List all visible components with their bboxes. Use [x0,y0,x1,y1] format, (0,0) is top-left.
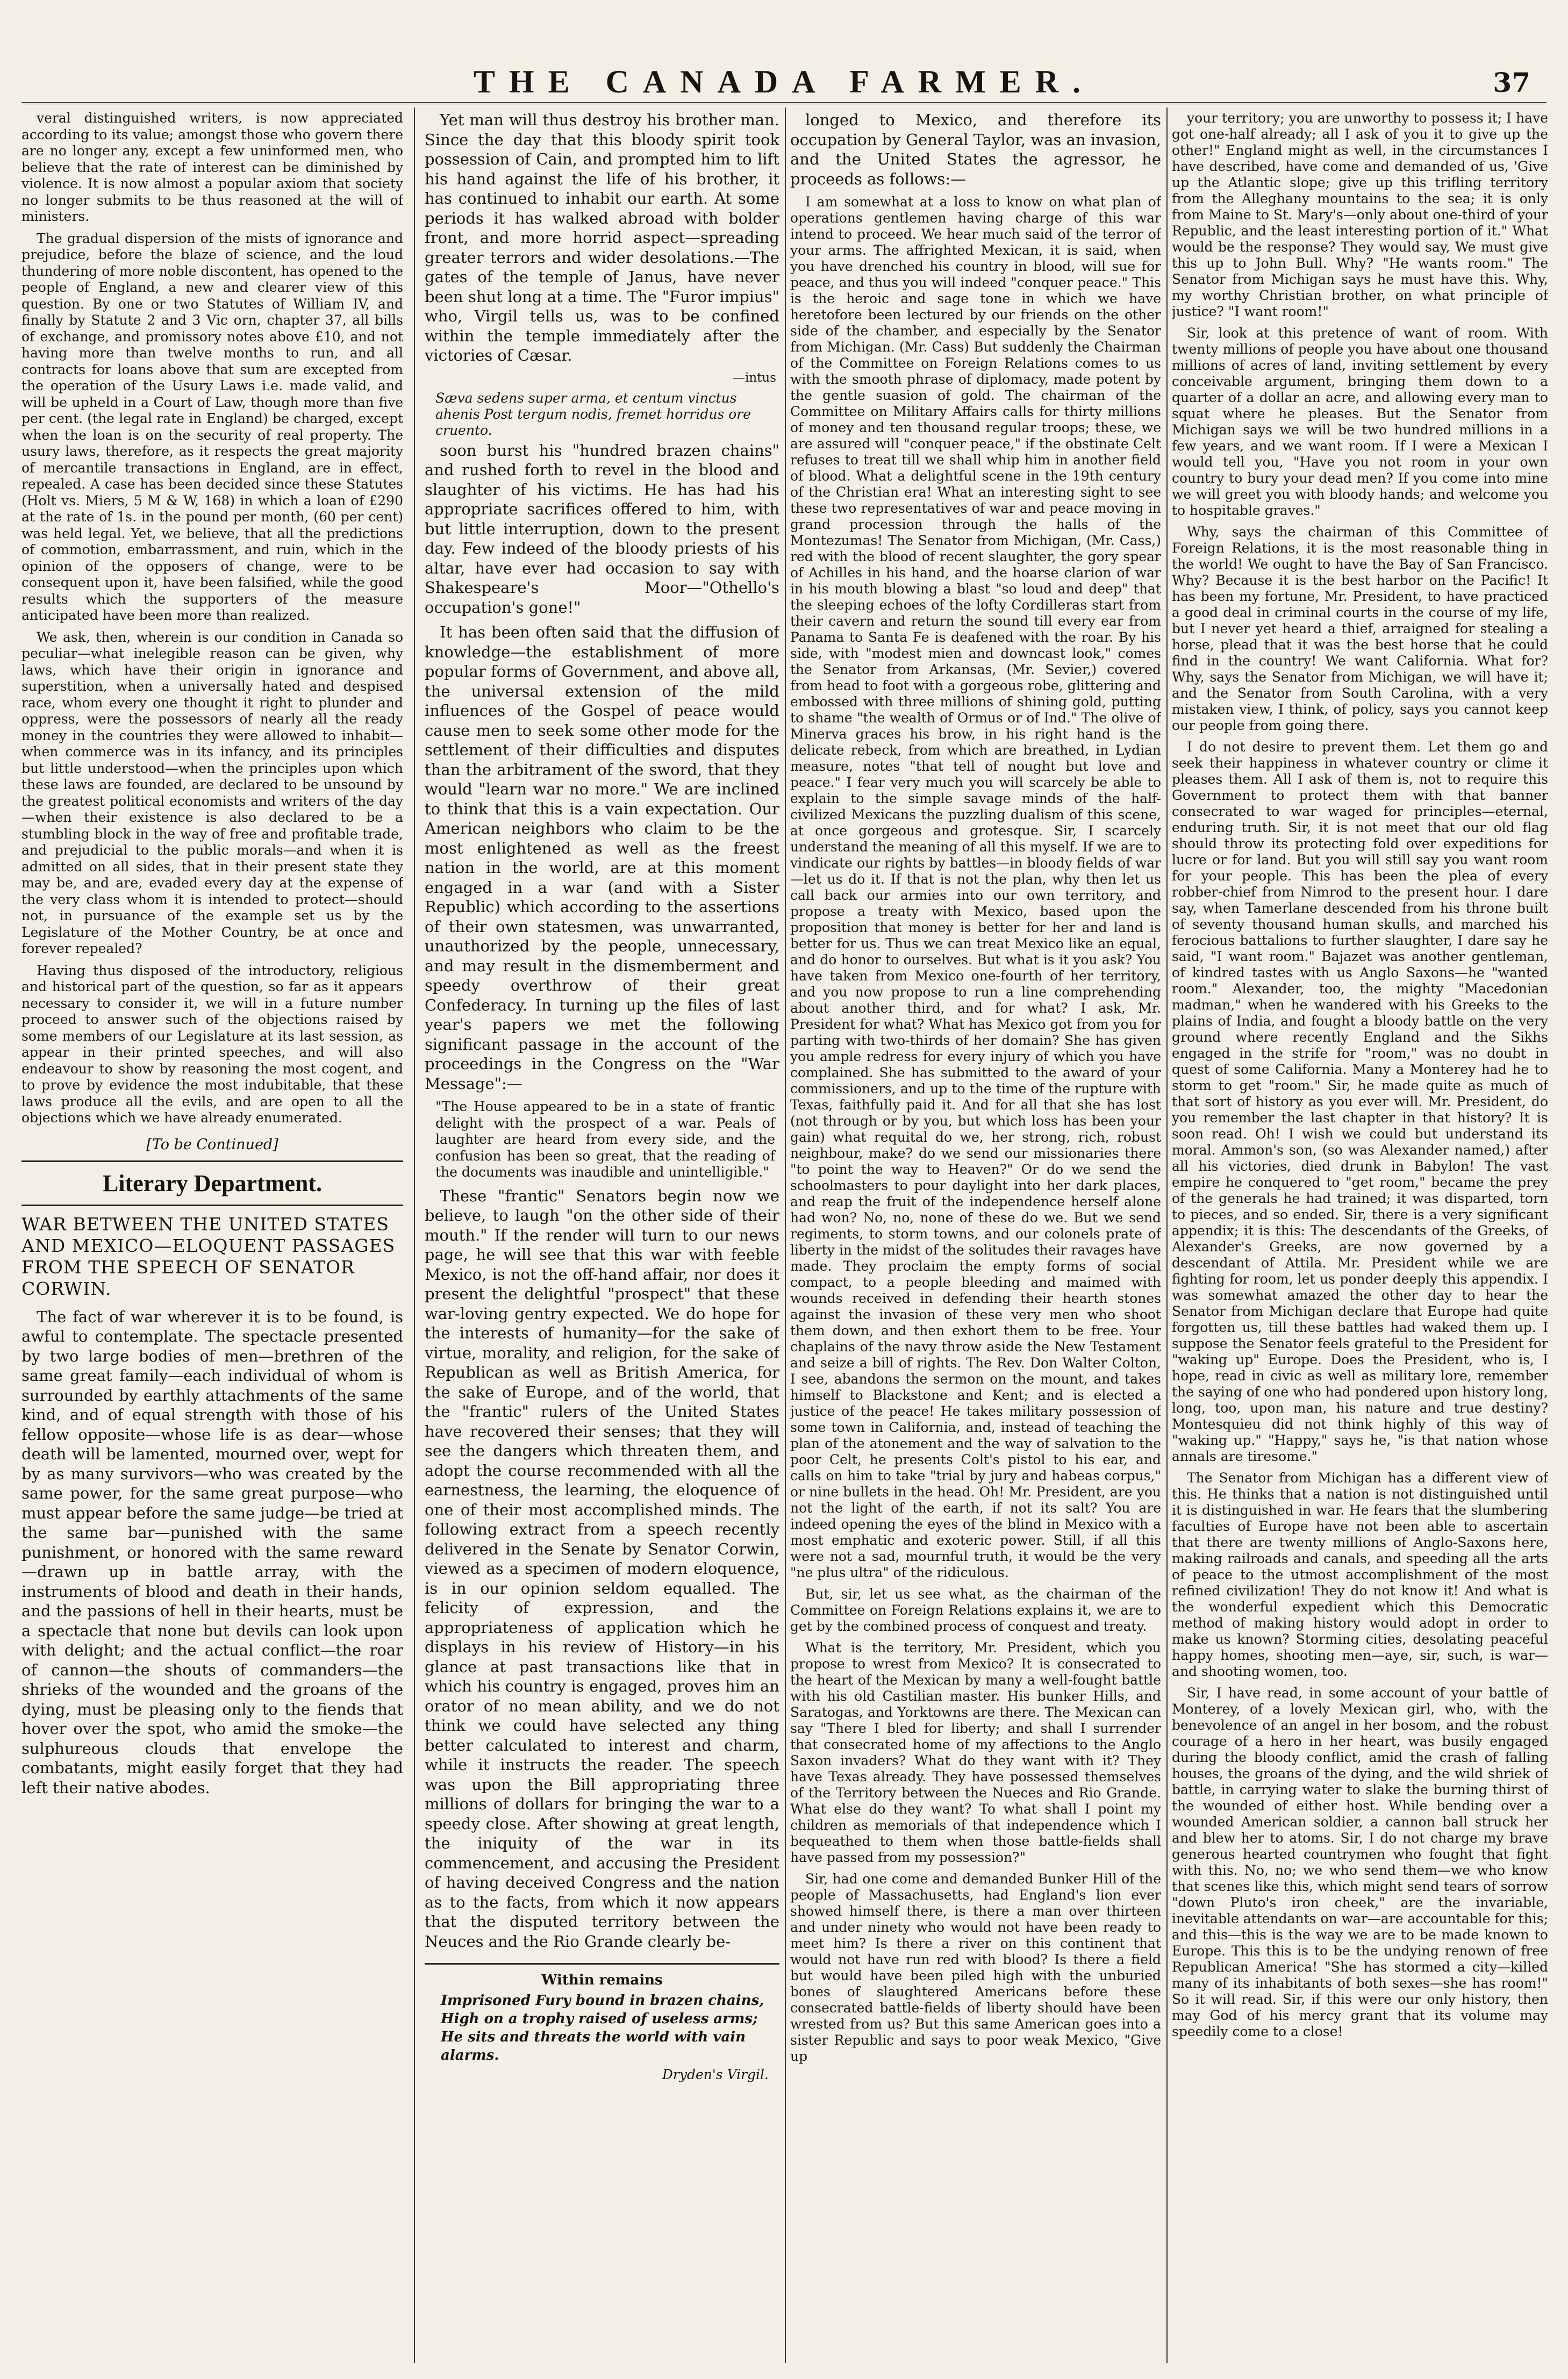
paragraph: We ask, then, wherein is our condition in Canada so peculiar—what inelegible reason can be given, why laws, which have their origin in ignorance and superstition, when a universally hated and despised race, whom every one thought it right to plunder and oppress, were the possessors of nearly all the ready money in the countries they were allowed to inhabit—when commerce was in its infancy, and its principles but little understood—when the principles upon which these laws are founded, are declared to be unsound by the greatest political economists and writers of the day—when their existence is also declared to be a stumbling block in the way of free and profitable trade, and prejudicial to the public morals—and when it is admitted on all sides, that in their present state they may be, and are, evaded every day at the expense of the very class whom it is intended to protect—should not, in pursuance of the example set us by the Legislature of the Mother Country, be at once and forever repealed? [22,629,403,956]
column-4 [1172,110,1548,2363]
page-header [22,63,1546,106]
paragraph: But, sir, let us see what, as the chairman of the Committee on Foreign Relations explains it, we are to get by the combined process of conquest and treaty. [790,1586,1161,1634]
column-divider [785,108,786,2363]
newspaper-title: THE CANADA FARMER. [473,64,1095,99]
speech-extract-continued [1172,110,1548,2040]
paragraph: I do not desire to prevent them. Let them go and seek their happiness in whatever country or clime it pleases them. All I ask of them is, not to require this Government to protect them with that banner consecrated to war waged for principles—eternal, enduring truth. Sir, it is not meet that our old flag should throw its protecting fold over expeditions for lucre or for land. But you will still say you want room for your people. This has been the plea of every robber-chief from Nimrod to the present hour. I dare say, when Tamerlane descended from his throne built of seventy thousand human skulls, and marched his ferocious battalions to further slaughter, I dare say he said, "I want room." Bajazet was another gentleman, of kindred tastes with us Anglo Saxons—he "wanted room." Alexander, too, the mighty "Macedonian madman," when he wandered with his Greeks to the plains of India, and fought a bloody battle on the very ground where recently England and the Sikhs engaged in the strife for "room," was no doubt in quest of some California. Many a Monterey had he to storm to get "room." Sir, he made quite as much of that sort of history as you ever will. Mr. President, do you remember the last chapter in that history? It is soon read. Oh! I wish we could but understand its moral. Ammon's son, (so was Alexander named,) after all his victories, died drunk in Babylon! The vast empire he conquered to "get room," became the prey of the generals he had trained; it was disparted, torn to pieces, and so ended. Sir, there is a very significant appendix; it is this: The descendants of the Greeks, of Alexander's Greeks, are now governed by a descendant of Attila. Mr. President while we are fighting for room, let us ponder deeply this appendix. I was somewhat amazed the other day to hear the Senator from Michigan declare that Europe had quite forgotten us, till these battles had waked them up. I suppose the Senator feels grateful to the President for "waking up" Europe. Does the President, who is, I hope, read in civic as well as military lore, remember the saying of one who had pondered upon history long, long, too, upon man, his nature and true destiny? Montesquieu did not think highly of this way of "waking up." "Happy," says he, "is that nation whose annals are tiresome." [1172,739,1548,1464]
page-number: 37 [1493,67,1530,98]
paragraph: These "frantic" Senators begin now we believe, to laugh "on the other side of their mouth." If the render will turn to our news page, he will see that this war with feeble Mexico, is not the off-hand affair, nor does it present the delightful "prospect" that these war-loving gentry expected. We do hope for the interests of humanity—for the sake of virtue, morality, and religion, for the sake of Republican as well as British America, for the sake of Europe, and of the world, that the "frantic" rulers of the United States have recovered their senses; that they will see the dangers which threaten them, and adopt the course recommended with all the earnestness, the learning, the eloquence of one of their most accomplished minds. The following extract from a speech recently delivered in the Senate by Senator Corwin, viewed as a specimen of modern eloquence, is in our opinion seldom equalled. The felicity of expression, and the appropriateness of application which he displays in his review of History—in his glance at past transactions like that in which his country is engaged, proves him an orator of no mean ability, and we do not think we could have selected any thing better calculated to interest and charm, while it instructs the reader. The speech was upon the Bill appropriating three millions of dollars for bringing the war to a speedy close. After showing at great length, the iniquity of the war in its commencement, and accusing the President of having deceived Congress and the nation as to the facts, from which it now appears that the disputed territory between the Neuces and the Rio Grande clearly be- [425,1186,779,1951]
column-3 [790,110,1161,2363]
paragraph: What is the territory, Mr. President, which you propose to wrest from Mexico? It is consecrated to the heart of the Mexican by many a well-fought battle with his old Castilian master. His bunker Hills, and Saratogas, and Yorktowns are there. The Mexican can say "There I bled for liberty; and shall I surrender that consecrated home of my affections to the Anglo Saxon invaders? What do they want with it? They have Texas already. They have possessed themselves of the Territory between the Nueces and Rio Grande. What else do they want? To what shall I point my children as memorials of that independence which I bequeathed to them when those battle-fields shall have passed from my possession?" [790,1640,1161,1865]
paragraph: Yet man will thus destroy his brother man. Since the day that this bloody spirit took possession of Cain, and prompted him to lift his hand against the life of his brother, it has continued to inhabit our earth. At some periods it has walked abroad with bolder front, and more horrid aspect—spreading greater terrors and wider desolations.—The gates of the temple of Janus, have never been shut long at a time. The "Furor impius" who, Virgil tells us, was to be confined within the temple immediately after the victories of Cæsar. [425,111,779,364]
usury-article-continuation [22,110,403,1127]
article-headline: WAR BETWEEN THE UNITED STATES AND MEXICO—ELOQUENT PASSAGES FROM THE SPEECH OF SENATOR CORWIN. [22,1213,396,1299]
section-rule [22,1160,403,1162]
poem-line: High on a trophy raised of useless arms; [441,2011,758,2027]
article-body [22,1307,403,1798]
poem-attribution: Dryden's Virgil. [662,2067,769,2082]
poem-line: Imprisoned Fury bound in brazen chains, [441,1993,764,2009]
latin-lead: —intus [732,370,776,385]
section-rule [22,1205,403,1206]
latin-quotation: Sæva sedens super arma, et centum vinctus ahenis Post tergum nodis, fremet horridus ore cruento. [435,390,751,438]
paragraph: I am somewhat at a loss to know on what plan of operations gentlemen having charge of this war intend to proceed. We hear much said of the terror of your arms. The affrighted Mexican, it is said, when you have drenched his country in blood, will sue for peace, and thus you will indeed "conquer peace." This is the heroic and sage tone in which we have heretofore been lectured by our friends on the other side of the chamber, and especially by the Senator from Michigan. (Mr. Cass) But suddenly the Chairman of the Committee on Foreign Relations comes to us with the smooth phrase of diplomacy, made potent by the gentle suasion of gold. The chairman of the Committee on Military Affairs calls for thirty millions of money and ten thousand regular troops; these, we are assured will "conquer peace," if the obstinate Celt refuses to treat till we shall whip him in another field of blood. What a delightful scene in the 19th century of the Christian era! What an interesting sight to see these two representatives of war and peace moving in grand procession through the halls of the Montezumas! The Senator from Michigan, (Mr. Cass,) red with the blood of recent slaughter, the gory spear of Achilles in his hand, and the hoarse clarion of war in his mouth blowing a blast "so loud and deep" that the sleeping echoes of the lofty Cordilleras start from their cavern and return the sound till every ear from Panama to Santa Fe is deafened with the roar. By his side, with "modest mien and downcast look," comes the Senator from Arkansas, (Mr. Sevier,) covered from head to foot with a gorgeous robe, glittering and embossed with three millions of shining gold, putting to shame "the wealth of Ormus or of Ind." The olive of Minerva graces his brow, in his right hand is the delicate rebeck, from which are breathed, in Lydian measure, notes "that tell of nought but love and peace." I fear very much you will scarcely be able to explain to the simple savage minds of the half-civilized Mexicans the puzzling dualism of this scene, at once gorgeous and grotesque. Sir, I scarcely understand the meaning of all this myself. If we are to vindicate our rights by battles—in bloody fields of war—let us do it. If that is not the plan, why then let us call back our armies into our own territory, and propose a treaty with Mexico, based upon the proposition that money is better for her and land is better for us. Thus we can treat Mexico like an equal, and do honor to ourselves. But what is it you ask? You have taken from Mexico one-fourth of her territory, and you now propose to run a line comprehending about another third, and for what? I ask, Mr. President for what? What has Mexico got from you for parting with two-thirds of her domain? She has given you ample redress for every injury of which you have complained. She has submitted to the award of your commissioners, and up to the time of the rupture with Texas, faithfully paid it. And for all that she has lost (not through or by you, but which loss has been your gain) what requital do we, her strong, rich, robust neighbour, make? do we send our missionaries there "to point the way to Heaven?" Or do we send the schoolmasters to pour daylight into her dark places, and reap the fruit of the independence herself alone had won? No, no, none of these do we. But we send regiments, to storm towns, and our colonels prate of liberty in the midst of the solitudes their ravages have made. They proclaim the empty forms of social compact, to a people bleeding and maimed with wounds received in defending their hearth stones against the invasion of these very men who shoot them down, and then exhort them to be free. Your chaplains of the navy throw aside the New Testament and seize a bill of rights. The Rev. Don Walter Colton, I see, abandons the sermon on the mount, and takes himself to Blackstone and Kent; and is elected a justice of the peace! He takes military possession of some town in California, and, instead of teaching the plan of the atonement and the way of salvation to the poor Celt, he presents Colt's pistol to his ear, and calls on him to take "trial by jury and habeas corpus," or nine bullets in the head. Oh! Mr. President, are you not the light of the earth, if not its salt? You are indeed opening the eyes of the blind in Mexico with a most emphatic and exoteric power. Still, if all this were not a sad, mournful truth, it would be the very "ne plus ultra" of the ridiculous. [790,194,1161,1580]
paragraph: Sir, look at this pretence of want of room. With twenty millions of people you have about one thousand millions of acres of land, inviting settlement by every conceivable argument, bringing them down to a quarter of a dollar an acre, and allowing every man to squat where he pleases. But the Senator from Michigan says we will be two hundred millions in a few years, and we want room. If I were a Mexican I would tell you, "Have you not room in your own country to bury your dead men? If you come into mine we will greet you with bloody hands; and welcome you to hospitable graves." [1172,325,1548,518]
footnote-poem [425,1963,779,2082]
to-be-continued: [To be Continued] [146,1136,278,1153]
poem-heading: Within remains [541,1972,663,1988]
poem-line: He sits and threats the world with vain alarms. [441,2029,746,2063]
column-divider [1166,108,1168,2363]
block-quotation: "The House appeared to be in a state of frantic delight with the prospect of a war. Peals of laughter are heard from every side, and the confusion has been so great, that the reading of the documents was inaudible and unintelligible." [435,1099,775,1180]
paragraph: longed to Mexico, and therefore its occupation by General Taylor, was an invasion, and the United States the agressor, he proceeds as follows:— [790,111,1161,188]
paragraph: The fact of war wherever it is to be found, is awful to contemplate. The spectacle presented by two large bodies of men—brethren of the same great family—each individual of whom is surrounded by earthly attachments of the same kind, and of equal strength with those of his fellow opposite—whose life is as dear—whose death will be lamented, mourned over, wept for by as many survivors—who was created by the same power, for the same great purpose—who must appear before the same judge—be tried at the same bar—punished with the same punishment, or honored with the same reward—drawn up in battle array, with the instruments of blood and death in their hands, and the passions of hell in their hearts, must be a spectacle that none but devils can look upon with delight; and the actual conflict—the roar of cannon—the shouts of commanders—the shrieks of the wounded and the groans of the dying, must be pleasing only to the fiends that hover over the spot, who amid the smoke—the sulphureous clouds that envelope the combatants, might easily forget that they had left their native abodes. [22,1307,403,1797]
speech-extract [790,194,1161,2065]
paragraph: Why, says the chairman of this Committee of Foreign Relations, it is the most reasonable thing in the world! We ought to have the Bay of San Francisco. Why? Because it is the best harbor on the Pacific! It has been my fortune, Mr. President, to have practiced a good deal in criminal courts in the course of my life, but I never yet heard a thief, arraigned for stealing a horse, plead that it was the best horse that he could find in the country! We want California. What for? Why, says the Senator from Michigan, we will have it; and the Senator from South Carolina, with a very mistaken view, I think, of policy, says you cannot keep our people from going there. [1172,524,1548,733]
column-divider [414,108,415,2363]
department-title: Literary Department. [102,1170,323,1196]
paragraph: The Senator from Michigan has a different view of this. He thinks that a nation is not distinguished until it is distinguished in war. He fears that the slumbering faculties of Europe have not been able to ascertain that there are twenty millions of Anglo-Saxons here, making railroads and canals, and speeding all the arts of peace to the utmost accomplishment of the most refined civilization! They do not know it! And what is the wonderful expedient which this Democratic method of making history would adopt in order to make us known? Storming cities, desolating peaceful happy homes, shooting men—aye, sir, such, is war—and shooting women, too. [1172,1470,1548,1679]
paragraph: soon burst his "hundred brazen chains" and rushed forth to revel in the blood and slaughter of his victims. He has had his appropriate sacrifices offered to him, with but little interruption, down to the present day. Few indeed of the bloody priests of his altar, have ever had occasion to say with Shakespeare's Moor—"Othello's occupation's gone!" [425,441,779,617]
paragraph: veral distinguished writers, is now appreciated according to its value; amongst those who govern there are no longer any, except a few uninformed men, who believe that the rate of interest can be diminished by violence. It is now almost a popular axiom that society no longer submits to be thus reasoned at the will of ministers. [22,110,403,224]
column-2 [425,110,779,2363]
paragraph: your territory; you are unworthy to possess it; I have got one-half already; all I ask of you it to give up the other!" England might as well, in the circumstances I have described, have come and demanded of us, 'Give up the Atlantic slope; give up this trifling territory from the Alleghany mountains to the sea; it is only from Maine to St. Mary's—only about one-third of your Republic, and the least interesting portion of it." What would be the response? They would say, We must give this up to John Bull. Why? "He wants room." The Senator from Michigan says he must have this. Why, my worthy Christian brother, on what principle of justice? "I want room!" [1172,110,1548,319]
paragraph: Having thus disposed of the introductory, religious and historical part of the question, so far as it appears necessary to consider it, we will in a future number proceed to answer such of the objections raised by some members of our Legislature at its last session, as appear in their printed speeches, and will also endeavour to show by reasoning the most cogent, and to prove by evidence the most indubitable, that these laws produce all the evils, and are open to all the objections which we have already enumerated. [22,962,403,1126]
header-rule [22,102,1546,104]
paragraph: Sir, I have read, in some account of your battle of Monterey, of a lovely Mexican girl, who, with the benevolence of an angel in her bosom, and the robust courage of a hero in her heart, was busily engaged during the bloody conflict, amid the crash of falling houses, the groans of the dying, and the wild shriek of battle, in carrying water to slake the burning thirst of the wounded of either host. While bending over a wounded American soldier, a cannon ball struck her and blew her to atoms. Sir, I do not charge my brave generous hearted countrymen who fought that fight with this. No, no; we who send them—we who know that scenes like this, which might send tears of sorrow "down Pluto's iron cheek," are the invariable, inevitable attendants on war—are accountable for this; and this—this is the way we are to be made known to Europe. This this is to be the undying renown of free Republican America! "She has stormed a city—killed many of its inhabitants of both sexes—she has room!" So it will read. Sir, if this were our only history, then may God of his mercy grant that its volume may speedily come to a close! [1172,1685,1548,2039]
paragraph: It has been often said that the diffusion of knowledge—the establishment of more popular forms of Government, and above all, the universal extension of the mild influences of the Gospel of peace would cause men to seek some other mode for the settlement of their difficulties and disputes than the arbitrament of the sword, that they would "learn war no more." We are inclined to think that this is a vain expectation. Our American neighbors who claim to be the most enlightened as well as the freest nation in the world, are at this moment engaged in a war (and with a Sister Republic) which according to the assertions of their own statesmen, was unwarranted, unauthorized by the people, unnecessary, and may result in the dismemberment and speedy overthrow of their great Confederacy. In turning up the files of last year's papers we met the following significant passage in the account of the proceedings in the Congress on the "War Message":— [425,623,779,1093]
paragraph: Sir, had one come and demanded Bunker Hill of the people of Massachusetts, had England's lion ever showed himself there, is there a man over thirteen and under ninety who would not have been ready to meet him? Is there a river on this continent that would not have run red with blood? Is there a field but would have been piled high with the unburied bones of slaughtered Americans before these consecrated battle-fields of liberty should have been wrested from us? But this same American goes into a sister Republic and says to poor weak Mexico, "Give up [790,1871,1161,2064]
paragraph: The gradual dispersion of the mists of ignorance and prejudice, before the blaze of science, and the loud thundering of more noble discontent, has opened to the people of England, a new and clearer view of this question. By one or two Statutes of William IV, and finally by Statute 2 and 3 Vic orn, chapter 37, all bills of exchange, and promissory notes above £10, and not having more than twelve months to run, and all contracts for loans above that sum are excepted from the operation of the Usury Laws i.e. made valid, and will be upheld in a Court of Law, though more than five per cent. (the legal rate in England) be charged, except when the loan is on the security of real property. The usury laws, therefore, as it respects the great majority of mercantile transactions in England, are in effect, repealed. A case has been decided since these Statutes (Holt vs. Miers, 5 M & W, 168) in which a loan of £290 at the rate of 1s. in the pound per month, (60 per cent) was held legal. Yet, we believe, that all the predictions of commotion, embarrassment, and ruin, which in the opinion of the opposers of change, were to be consequent upon it, have been falsified, while the good results which the supporters of the measure anticipated have been more than realized. [22,230,403,623]
column-1 [22,110,403,2363]
